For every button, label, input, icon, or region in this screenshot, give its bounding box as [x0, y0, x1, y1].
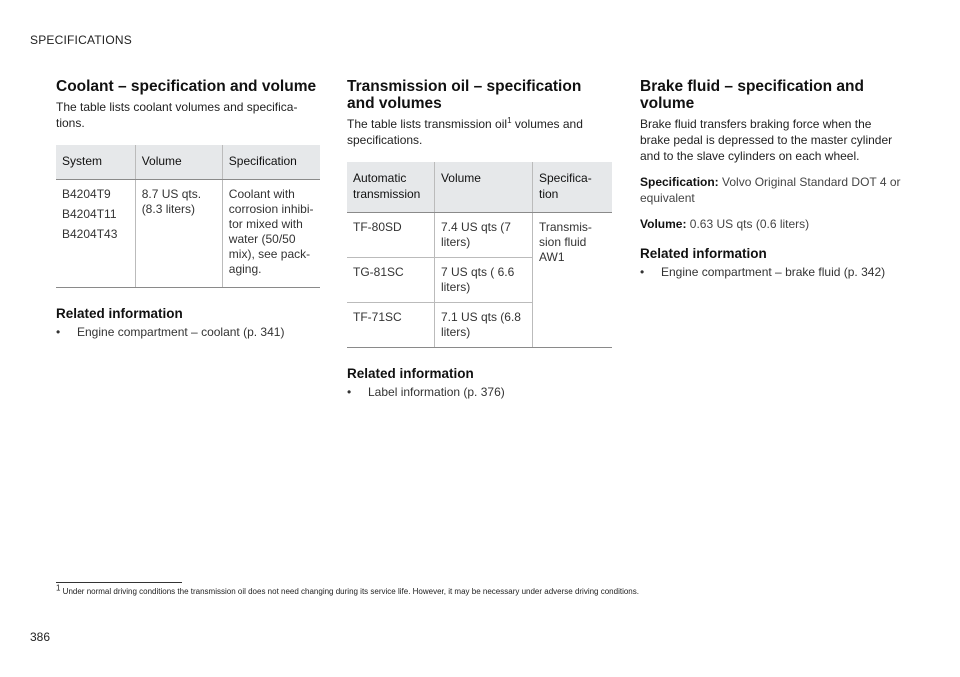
transmission-volume-cell: 7.1 US qts (6.8 liters) [434, 303, 532, 348]
brake-section [640, 78, 904, 280]
coolant-related-list [56, 324, 320, 340]
table-row [56, 180, 320, 288]
coolant-related-title: Related information [56, 306, 183, 321]
coolant-spec-cell: Coolant with corrosion inhibitor mixed with water (50/50 mix), see packaging. [222, 180, 320, 288]
transmission-intro [347, 116, 612, 148]
brake-title: Brake fluid – specification and volume [640, 78, 864, 112]
coolant-system: B4204T43 [62, 227, 118, 241]
transmission-spec-cell: Transmission fluid AW1 [532, 213, 612, 348]
coolant-header-volume: Volume [135, 145, 222, 180]
transmission-section [347, 78, 612, 400]
brake-related-list [640, 264, 904, 280]
section-header: SPECIFICATIONS [30, 33, 132, 47]
transmission-type-cell: TF-80SD [347, 213, 434, 258]
coolant-header-specification: Specification [222, 145, 320, 180]
transmission-related-list [347, 384, 612, 400]
table-row [347, 213, 612, 258]
brake-intro: Brake fluid transfers braking force when the brake pedal is depressed to the master cylinder and to the slave cylinders on each wheel. [640, 117, 893, 163]
coolant-table [56, 145, 320, 288]
transmission-intro-text: The table lists transmission oil [347, 117, 508, 131]
transmission-volume-cell: 7.4 US qts (7 liters) [434, 213, 532, 258]
footnote-text: Under normal driving conditions the transmission oil does not need changing during its service life. However, it may be necessary under adverse driving conditions. [60, 587, 639, 596]
coolant-header-system: System [56, 145, 135, 180]
related-link-text: Engine compartment – coolant (p. 341) [77, 325, 285, 339]
brake-volume-value: 0.63 US qts (0.6 liters) [686, 217, 810, 231]
related-link[interactable] [347, 384, 612, 400]
coolant-title: Coolant – specification and volume [56, 78, 317, 95]
related-link[interactable] [640, 264, 904, 280]
footnote-divider [56, 582, 182, 583]
related-link-text: Engine compartment – brake fluid (p. 342) [661, 265, 886, 279]
footnote-mark: 1 [56, 583, 61, 593]
related-link-text: Label information (p. 376) [368, 385, 505, 399]
coolant-system: B4204T11 [62, 207, 117, 221]
coolant-system: B4204T9 [62, 187, 111, 201]
page-number: 386 [30, 630, 51, 644]
transmission-header-specification: Specification [532, 162, 612, 213]
coolant-intro: The table lists coolant volumes and specifications. [56, 100, 298, 130]
coolant-section [56, 78, 320, 340]
brake-related-title: Related information [640, 246, 767, 261]
brake-spec-label: Specification: [640, 175, 719, 189]
transmission-related-title: Related information [347, 366, 474, 381]
footnote [56, 583, 639, 596]
transmission-table [347, 162, 612, 348]
transmission-volume-cell: 7 US qts ( 6.6 liters) [434, 258, 532, 303]
transmission-intro-end: volumes and specifications. [347, 117, 583, 147]
bullet-icon: • [347, 385, 352, 399]
brake-volume-label: Volume: [640, 217, 687, 231]
brake-spec-value: Volvo Original Standard DOT 4 or equivalent [640, 175, 901, 205]
transmission-header-volume: Volume [434, 162, 532, 213]
transmission-header-type: Automatic transmission [347, 162, 434, 213]
bullet-icon: • [56, 325, 61, 339]
brake-specification [640, 174, 904, 206]
transmission-type-cell: TG-81SC [347, 258, 434, 303]
footnote-ref: 1 [507, 116, 512, 125]
transmission-title: Transmission oil – specification and volumes [347, 78, 582, 112]
brake-volume [640, 216, 904, 232]
transmission-type-cell: TF-71SC [347, 303, 434, 348]
coolant-systems-cell [56, 180, 135, 288]
bullet-icon: • [640, 265, 645, 279]
related-link[interactable] [56, 324, 320, 340]
coolant-volume-cell: 8.7 US qts. (8.3 liters) [135, 180, 222, 288]
